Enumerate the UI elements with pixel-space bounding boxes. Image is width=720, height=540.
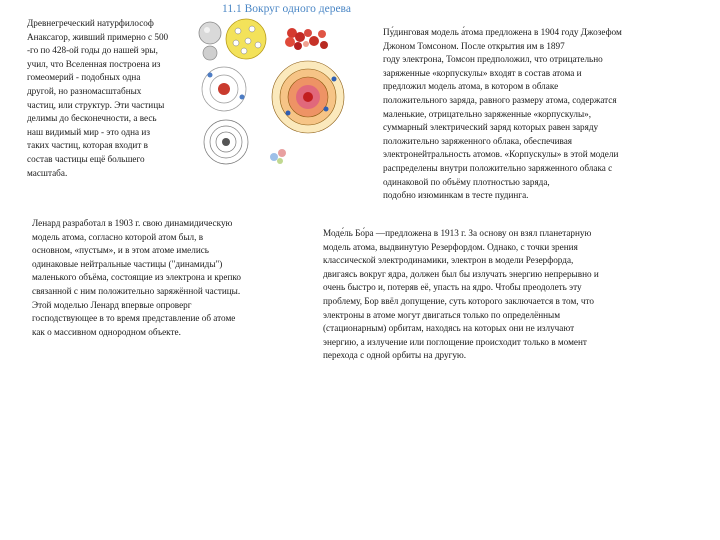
thomson-paragraph: Пу́динговая модель а́тома предложена в 1904 году Джозефом Джоном Томсоном. После открытия им в 1897 году электрона, Томсон предположил, что отрицательно заряженные «корпускулы» входят в состав атома и предложил модель атома, в котором в облаке положительного заряда, равного размеру атома, содержатся маленькие, отрицательно заряженные «корпускулы», суммарный электрический заряд которых равен заряду положительно заряженного облака, обеспечивая электронейтральность атомов. «Корпускулы» в этой модели распределены внутри положительно заряженного облака с одинаковой по объёму плотностью заряда, подобно изюминкам в тесте пудинга. <box>383 27 622 201</box>
anaxagoras-paragraph: Древнегреческий натурфилософ Анаксагор, живший примерно с 500 -го по 428-ой годы до нашей эры, учил, что Вселенная построена из гомеомерий - подобных одна другой, но разномасштабных частиц, или структур. Эти частицы делимы до бесконечности, а весь наш видимый мир - это одна из таких частиц, которая входит в состав частицы ещё большего масштаба. <box>27 18 169 178</box>
slide-title: 11.1 Вокруг одного дерева <box>222 3 351 15</box>
lenard-paragraph: Ленард разработал в 1903 г. свою динамидическую модель атома, согласно которой атом был, в основном, «пустым», и в этом атоме имелись одинаковые нейтральные частицы ("динамиды") маленького объёма, состоящие из электрона и крепко связанной с ним положительно заряжённой частицы. Этой моделью Ленард впервые опроверг господствующее в то время представление об атоме как о массивном однородном объекте. <box>32 218 241 337</box>
pudding-model-icon <box>226 19 266 59</box>
bohr-model-icon <box>272 61 344 133</box>
bohr-paragraph: Моде́ль Бо́ра —предложена в 1913 г. За основу он взял планетарную модель атома, выдвинутую Резерфордом. Однако, с точки зрения классической электродинамики, электрон в модели Резерфорда, двигаясь вокруг ядра, должен был бы излучать энергию непрерывно и очень быстро и, потеряв её, упасть на ядро. Чтобы преодолеть эту проблему, Бор ввёл допущение, суть которого заключается в том, что электроны в атоме могут двигаться только по определённым (стационарным) орбитам, находясь на которых они не излучают энергию, а излучение или поглощение происходит только в момент перехода с одной орбиты на другую. <box>323 228 599 361</box>
atom-models-illustration <box>196 17 372 167</box>
